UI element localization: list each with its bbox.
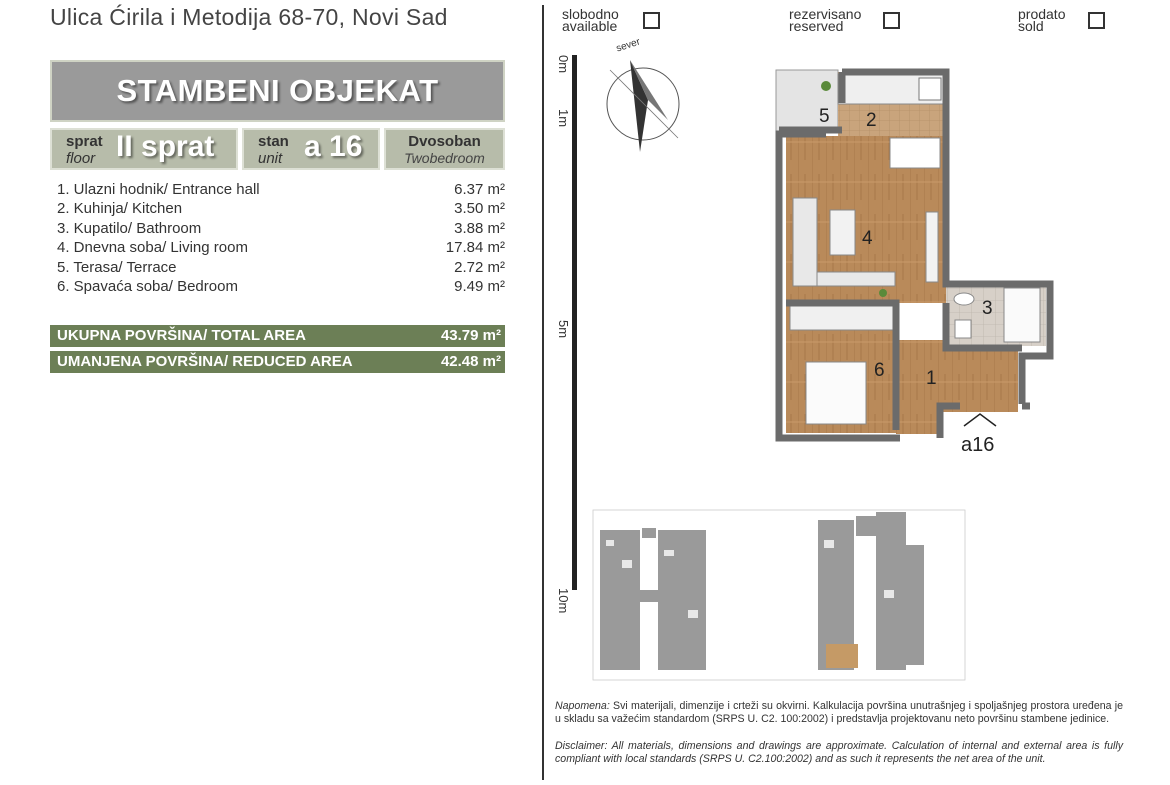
note-label: Napomena: <box>555 700 610 712</box>
apartment-plan <box>776 70 1050 438</box>
reduced-area-label: UMANJENA POVRŠINA/ REDUCED AREA <box>57 353 353 370</box>
plan-number-1: 1 <box>926 368 937 389</box>
unit-value: a 16 <box>304 130 363 163</box>
scale-label: 0m <box>556 55 571 74</box>
unit-label-en: unit <box>258 150 283 167</box>
plan-number-4: 4 <box>862 228 873 249</box>
room-area: 3.50 m² <box>454 200 505 218</box>
legend-label: rezervisano <box>789 6 862 22</box>
compass-icon <box>607 60 679 152</box>
plan-number-3: 3 <box>982 298 993 319</box>
type-label: Dvosoban <box>408 133 481 150</box>
room-area: 17.84 m² <box>445 239 505 257</box>
room-area: 3.88 m² <box>454 219 505 237</box>
room-name: 4. Dnevna soba/ Living room <box>57 239 248 257</box>
note-english: Disclaimer: All materials, dimensions and drawings are approximate. Calculation of internal and external area is fully compliant with local standards (SRPS U. C2.100:2002) and as such it represents the net area of the unit. <box>555 740 1123 766</box>
room-area: 6.37 m² <box>454 181 505 198</box>
reduced-area-value: 42.48 m² <box>440 353 501 370</box>
floor-label: sprat <box>66 133 103 150</box>
scale-label: 1m <box>556 109 571 128</box>
room-name: 6. Spavaća soba/ Bedroom <box>57 277 238 295</box>
floor-value: II sprat <box>116 130 215 163</box>
legend-label-en: available <box>562 18 618 34</box>
unit-tag: a16 <box>961 434 995 456</box>
total-area-label: UKUPNA POVRŠINA/ TOTAL AREA <box>57 327 306 344</box>
type-label-en: Twobedroom <box>404 150 485 166</box>
total-area-value: 43.79 m² <box>440 327 501 344</box>
room-name: 1. Ulazni hodnik/ Entrance hall <box>57 181 260 198</box>
room-area: 2.72 m² <box>454 258 505 276</box>
plan-number-5: 5 <box>819 106 830 127</box>
room-name: 3. Kupatilo/ Bathroom <box>57 219 202 237</box>
floor-label-en: floor <box>66 150 96 167</box>
plan-number-6: 6 <box>874 360 885 381</box>
legend-label-en: sold <box>1018 18 1044 34</box>
plan-number-kitchen: 2 <box>866 110 877 131</box>
address: Ulica Ćirila i Metodija 68-70, Novi Sad <box>50 4 448 30</box>
unit-label: stan <box>258 133 289 150</box>
legend-label: prodato <box>1018 6 1066 22</box>
legend-label-en: reserved <box>789 18 844 34</box>
compass-label: sever <box>614 36 642 55</box>
legend-label: slobodno <box>562 6 619 22</box>
scale-label: 5m <box>556 320 571 339</box>
site-plan <box>593 510 965 680</box>
room-name: 5. Terasa/ Terrace <box>57 258 177 276</box>
room-area: 9.49 m² <box>454 277 505 295</box>
note-text: Svi materijali, dimenzije i crteži su okvirni. Kalkulacija površina unutrašnjeg i spoljašnjeg prostora uređena je u skladu sa važećim standardom (SRPS U. C2. 100:2002) i predstavlja projektovanu neto površinu stambene jedinice. <box>555 700 1123 726</box>
note-serbian <box>555 700 1123 726</box>
scale-label: 10m <box>556 588 571 614</box>
room-name: 2. Kuhinja/ Kitchen <box>57 200 183 218</box>
page-title: STAMBENI OBJEKAT <box>116 73 439 108</box>
